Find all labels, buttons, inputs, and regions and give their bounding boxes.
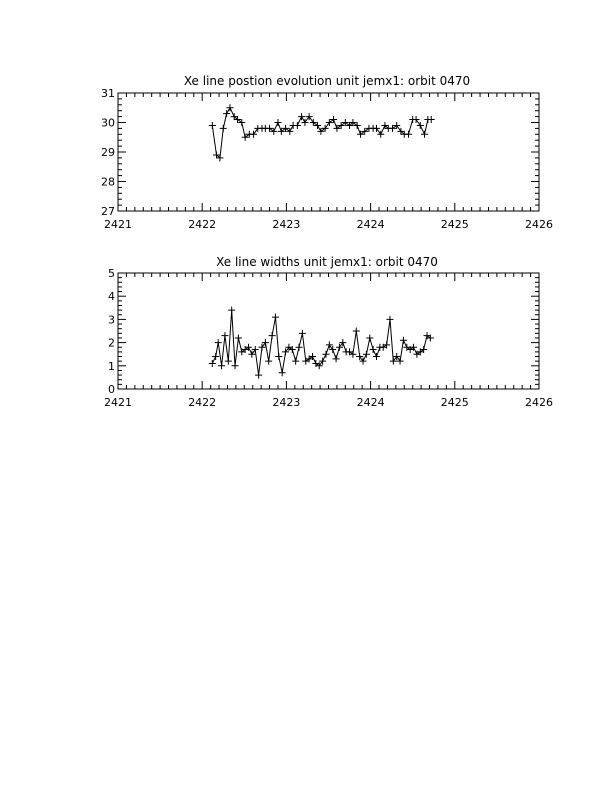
y-tick-label: 27 (101, 205, 115, 218)
chart-title: Xe line postion evolution unit jemx1: orbit 0470 (183, 74, 471, 88)
x-tick-label: 2424 (356, 218, 385, 231)
x-tick-label: 2426 (525, 396, 553, 409)
y-tick-label: 3 (108, 313, 115, 327)
y-tick-label: 2 (108, 336, 115, 350)
x-tick-label: 2422 (188, 396, 217, 409)
chart-title: Xe line widths unit jemx1: orbit 0470 (216, 255, 438, 269)
x-tick-label: 2422 (188, 218, 217, 231)
x-tick-label: 2426 (525, 218, 553, 231)
x-tick-label: 2425 (440, 396, 469, 409)
x-tick-label: 2421 (104, 396, 132, 409)
y-tick-label: 4 (108, 290, 115, 304)
y-tick-label: 29 (101, 146, 115, 159)
y-tick-label: 28 (101, 175, 115, 189)
x-tick-label: 2421 (104, 218, 132, 231)
y-tick-label: 30 (101, 116, 115, 130)
x-tick-label: 2425 (440, 218, 469, 231)
x-tick-label: 2423 (272, 218, 301, 231)
x-tick-label: 2424 (356, 396, 385, 409)
y-tick-label: 0 (108, 383, 115, 396)
y-tick-label: 5 (108, 267, 115, 280)
x-tick-label: 2423 (272, 396, 301, 409)
y-tick-label: 31 (101, 87, 115, 100)
y-tick-label: 1 (108, 359, 115, 373)
